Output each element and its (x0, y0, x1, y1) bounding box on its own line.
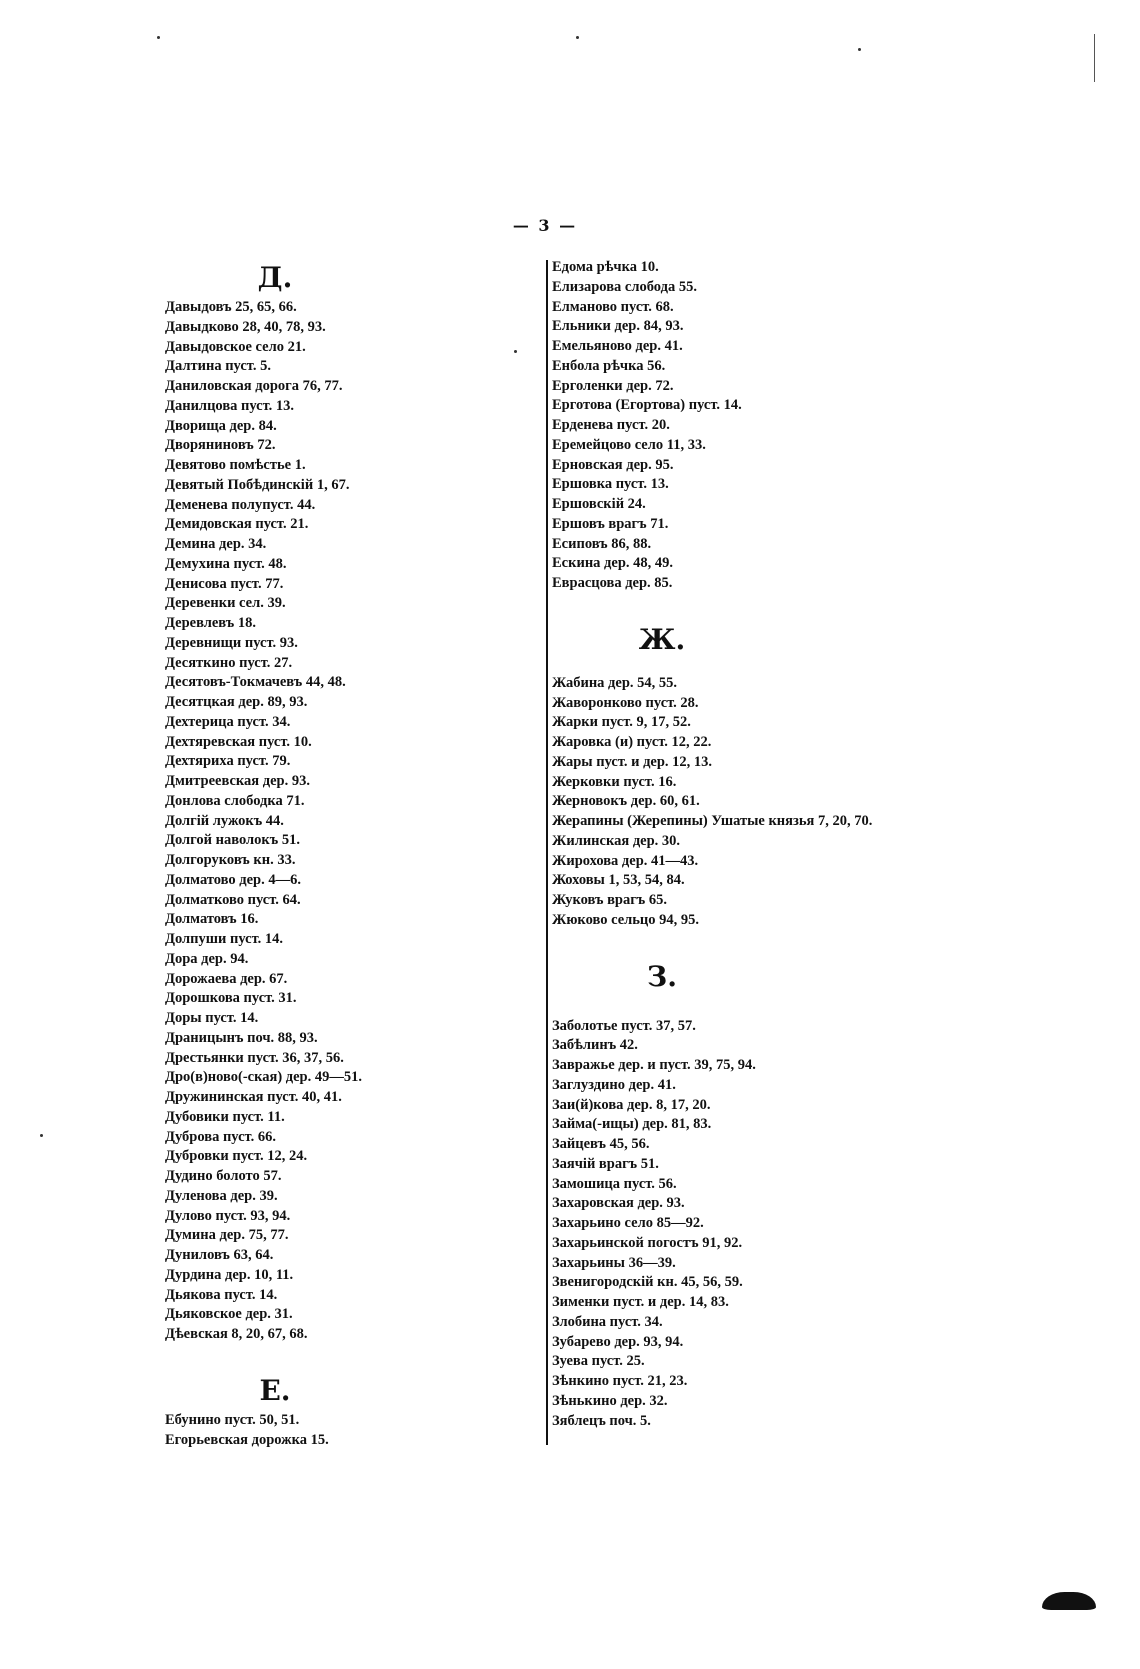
index-entry: Демидовская пуст. 21. (165, 516, 309, 533)
index-entry: Дворяниновъ 72. (165, 437, 276, 454)
index-entry: Дурдина дер. 10, 11. (165, 1266, 294, 1283)
index-entry: Злобина пуст. 34. (552, 1313, 663, 1330)
index-entry: Девятый Побѣдинскій 1, 67. (165, 476, 350, 493)
index-entry: Ебунино пуст. 50, 51. (165, 1411, 300, 1428)
index-entry: Дро(в)ново(-ская) дер. 49—51. (165, 1069, 362, 1086)
index-entry: Жабина дер. 54, 55. (552, 674, 678, 691)
index-list-zh (552, 674, 972, 931)
index-entry: Жоховы 1, 53, 54, 84. (552, 872, 685, 889)
speck (858, 48, 861, 51)
index-entry: Дорожаева дер. 67. (165, 970, 288, 987)
index-entry: Деменева полупуст. 44. (165, 496, 316, 513)
index-entry: Дуниловъ 63, 64. (165, 1247, 274, 1263)
index-entry: Зѣнкино пуст. 21, 23. (552, 1373, 688, 1389)
index-entry: Заи(й)кова дер. 8, 17, 20. (552, 1096, 711, 1113)
index-entry: Едома рѣчка 10. (552, 259, 659, 275)
index-entry: Донлова слободка 71. (165, 792, 305, 809)
index-entry: Дорошкова пуст. 31. (165, 990, 297, 1007)
index-entry: Демина дер. 34. (165, 536, 267, 552)
index-entry: Захаровская дер. 93. (552, 1195, 685, 1212)
index-entry: Деревлевъ 18. (165, 615, 256, 631)
index-entry: Дулово пуст. 93, 94. (165, 1207, 291, 1224)
index-entry: Долматово дер. 4—6. (165, 871, 301, 888)
index-entry: Давыдково 28, 40, 78, 93. (165, 318, 326, 335)
index-entry: Ельники дер. 84, 93. (552, 318, 684, 335)
index-entry: Замошица пуст. 56. (552, 1175, 677, 1192)
ink-blot (1042, 1592, 1096, 1610)
speck (576, 36, 579, 39)
spacer (552, 997, 972, 1017)
index-entry: Ершовъ врагъ 71. (552, 515, 669, 532)
index-entry: Захарьино село 85—92. (552, 1215, 704, 1231)
index-entry: Даниловская дорога 76, 77. (165, 378, 343, 394)
left-column (165, 258, 525, 1450)
section-heading-e: Е. (259, 1373, 291, 1407)
speck (157, 36, 160, 39)
index-entry: Жилинская дер. 30. (552, 832, 681, 849)
index-entry: Дьякова пуст. 14. (165, 1286, 278, 1303)
right-column (552, 258, 972, 1431)
index-entry: Драницынъ поч. 88, 93. (165, 1029, 318, 1046)
index-entry: Жюково сельцо 94, 95. (552, 911, 700, 928)
index-entry: Давыдовъ 25, 65, 66. (165, 299, 297, 315)
index-entry: Еврасцова дер. 85. (552, 575, 673, 591)
index-entry: Зѣнькино дер. 32. (552, 1392, 668, 1409)
index-entry: Ершовка пуст. 13. (552, 476, 669, 493)
index-list-e (165, 1411, 525, 1451)
index-entry: Давыдовское село 21. (165, 338, 306, 355)
index-entry: Дьяковское дер. 31. (165, 1306, 293, 1323)
column-divider (546, 260, 548, 1445)
index-entry: Дуброва пуст. 66. (165, 1128, 276, 1145)
index-entry: Енбола рѣчка 56. (552, 357, 666, 374)
index-entry: Далтина пуст. 5. (165, 358, 271, 375)
spacer (165, 1345, 525, 1371)
index-entry: Данилцова пуст. 13. (165, 397, 295, 414)
index-entry: Звенигородскій кн. 45, 56, 59. (552, 1274, 743, 1291)
index-entry: Долгой наволокъ 51. (165, 832, 300, 849)
spacer (552, 594, 972, 620)
index-entry: Заболотье пуст. 37, 57. (552, 1017, 696, 1034)
index-entry: Десяткино пуст. 27. (165, 654, 293, 671)
index-entry: Дворища дер. 84. (165, 417, 277, 434)
index-entry: Десятцкая дер. 89, 93. (165, 694, 308, 710)
index-entry: Забѣлинъ 42. (552, 1037, 638, 1054)
index-entry: Жерновокъ дер. 60, 61. (552, 793, 700, 810)
page-edge-mark (1094, 34, 1095, 82)
index-list-e-continued (552, 258, 972, 594)
index-entry: Зайцевъ 45, 56. (552, 1136, 650, 1152)
index-entry: Ерголенки дер. 72. (552, 377, 674, 394)
section-heading-z: З. (647, 959, 677, 993)
speck (40, 1134, 43, 1137)
index-entry: Ерденева пуст. 20. (552, 417, 670, 433)
index-entry: Зименки пуст. и дер. 14, 83. (552, 1294, 729, 1310)
index-entry: Егорьевская дорожка 15. (165, 1431, 329, 1448)
index-entry: Доры пуст. 14. (165, 1010, 259, 1026)
index-entry: Дубровки пуст. 12, 24. (165, 1148, 308, 1165)
index-entry: Зубарево дер. 93, 94. (552, 1333, 684, 1350)
index-list-d (165, 298, 525, 1345)
index-entry: Долгоруковъ кн. 33. (165, 852, 296, 868)
index-entry: Долгій лужокъ 44. (165, 812, 284, 829)
index-entry: Девятово помѣстье 1. (165, 457, 306, 473)
index-entry: Деревенки сел. 39. (165, 595, 286, 612)
index-entry: Жаровка (и) пуст. 12, 22. (552, 734, 712, 750)
spacer (552, 931, 972, 957)
index-entry: Дехтерица пуст. 34. (165, 713, 291, 730)
section-heading-zh: Ж. (638, 622, 686, 656)
section-heading-d: Д. (257, 261, 293, 294)
index-entry: Ерновская дер. 95. (552, 456, 674, 473)
index-entry: Дружининская пуст. 40, 41. (165, 1089, 342, 1105)
index-entry: Дехтяриха пуст. 79. (165, 753, 291, 770)
index-entry: Заглуздино дер. 41. (552, 1076, 676, 1093)
index-entry: Завражье дер. и пуст. 39, 75, 94. (552, 1057, 756, 1073)
index-entry: Жуковъ врагъ 65. (552, 892, 668, 908)
index-entry: Захарьинской погостъ 91, 92. (552, 1234, 743, 1251)
index-entry: Долматково пуст. 64. (165, 891, 301, 908)
index-entry: Дехтяревская пуст. 10. (165, 733, 312, 750)
index-entry: Жирохова дер. 41—43. (552, 852, 699, 869)
index-entry: Дубовики пуст. 11. (165, 1108, 285, 1125)
index-entry: Еремейцово село 11, 33. (552, 436, 706, 453)
index-entry: Дрестьянки пуст. 36, 37, 56. (165, 1049, 344, 1066)
index-entry: Жаворонково пуст. 28. (552, 694, 699, 711)
index-entry: Ершовскій 24. (552, 496, 646, 512)
index-entry: Елманово пуст. 68. (552, 298, 674, 315)
index-entry: Жарки пуст. 9, 17, 52. (552, 714, 691, 731)
index-entry: Жары пуст. и дер. 12, 13. (552, 753, 713, 770)
index-entry: Дора дер. 94. (165, 950, 249, 967)
index-entry: Денисова пуст. 77. (165, 575, 284, 592)
index-entry: Дудино болото 57. (165, 1168, 282, 1184)
index-entry: Дмитреевская дер. 93. (165, 773, 310, 789)
index-entry: Думина дер. 75, 77. (165, 1227, 289, 1244)
index-entry: Жерковки пуст. 16. (552, 773, 677, 790)
index-entry: Ерготова (Егортова) пуст. 14. (552, 397, 742, 414)
index-entry: Займа(-ищы) дер. 81, 83. (552, 1116, 712, 1133)
index-entry: Елизарова слобода 55. (552, 278, 697, 295)
index-entry: Долматовъ 16. (165, 911, 259, 928)
page-number: — 3 — (512, 216, 578, 235)
spacer (552, 660, 972, 674)
index-entry: Десятовъ-Токмачевъ 44, 48. (165, 674, 346, 691)
index-entry: Деревнищи пуст. 93. (165, 634, 298, 651)
index-entry: Дѣевская 8, 20, 67, 68. (165, 1326, 308, 1342)
index-entry: Заячій врагъ 51. (552, 1155, 659, 1172)
index-entry: Зуева пуст. 25. (552, 1353, 645, 1370)
index-entry: Долпуши пуст. 14. (165, 931, 283, 947)
index-entry: Есиповъ 86, 88. (552, 535, 652, 552)
index-entry: Дуленова дер. 39. (165, 1187, 278, 1204)
index-entry: Емельяново дер. 41. (552, 338, 683, 354)
index-list-z (552, 1017, 972, 1432)
index-entry: Жерапины (Жерепины) Ушатые князья 7, 20, 70. (552, 813, 873, 829)
index-entry: Демухина пуст. 48. (165, 555, 287, 572)
index-entry: Ескина дер. 48, 49. (552, 555, 674, 572)
index-entry: Зяблецъ поч. 5. (552, 1412, 651, 1429)
index-entry: Захарьины 36—39. (552, 1254, 676, 1271)
